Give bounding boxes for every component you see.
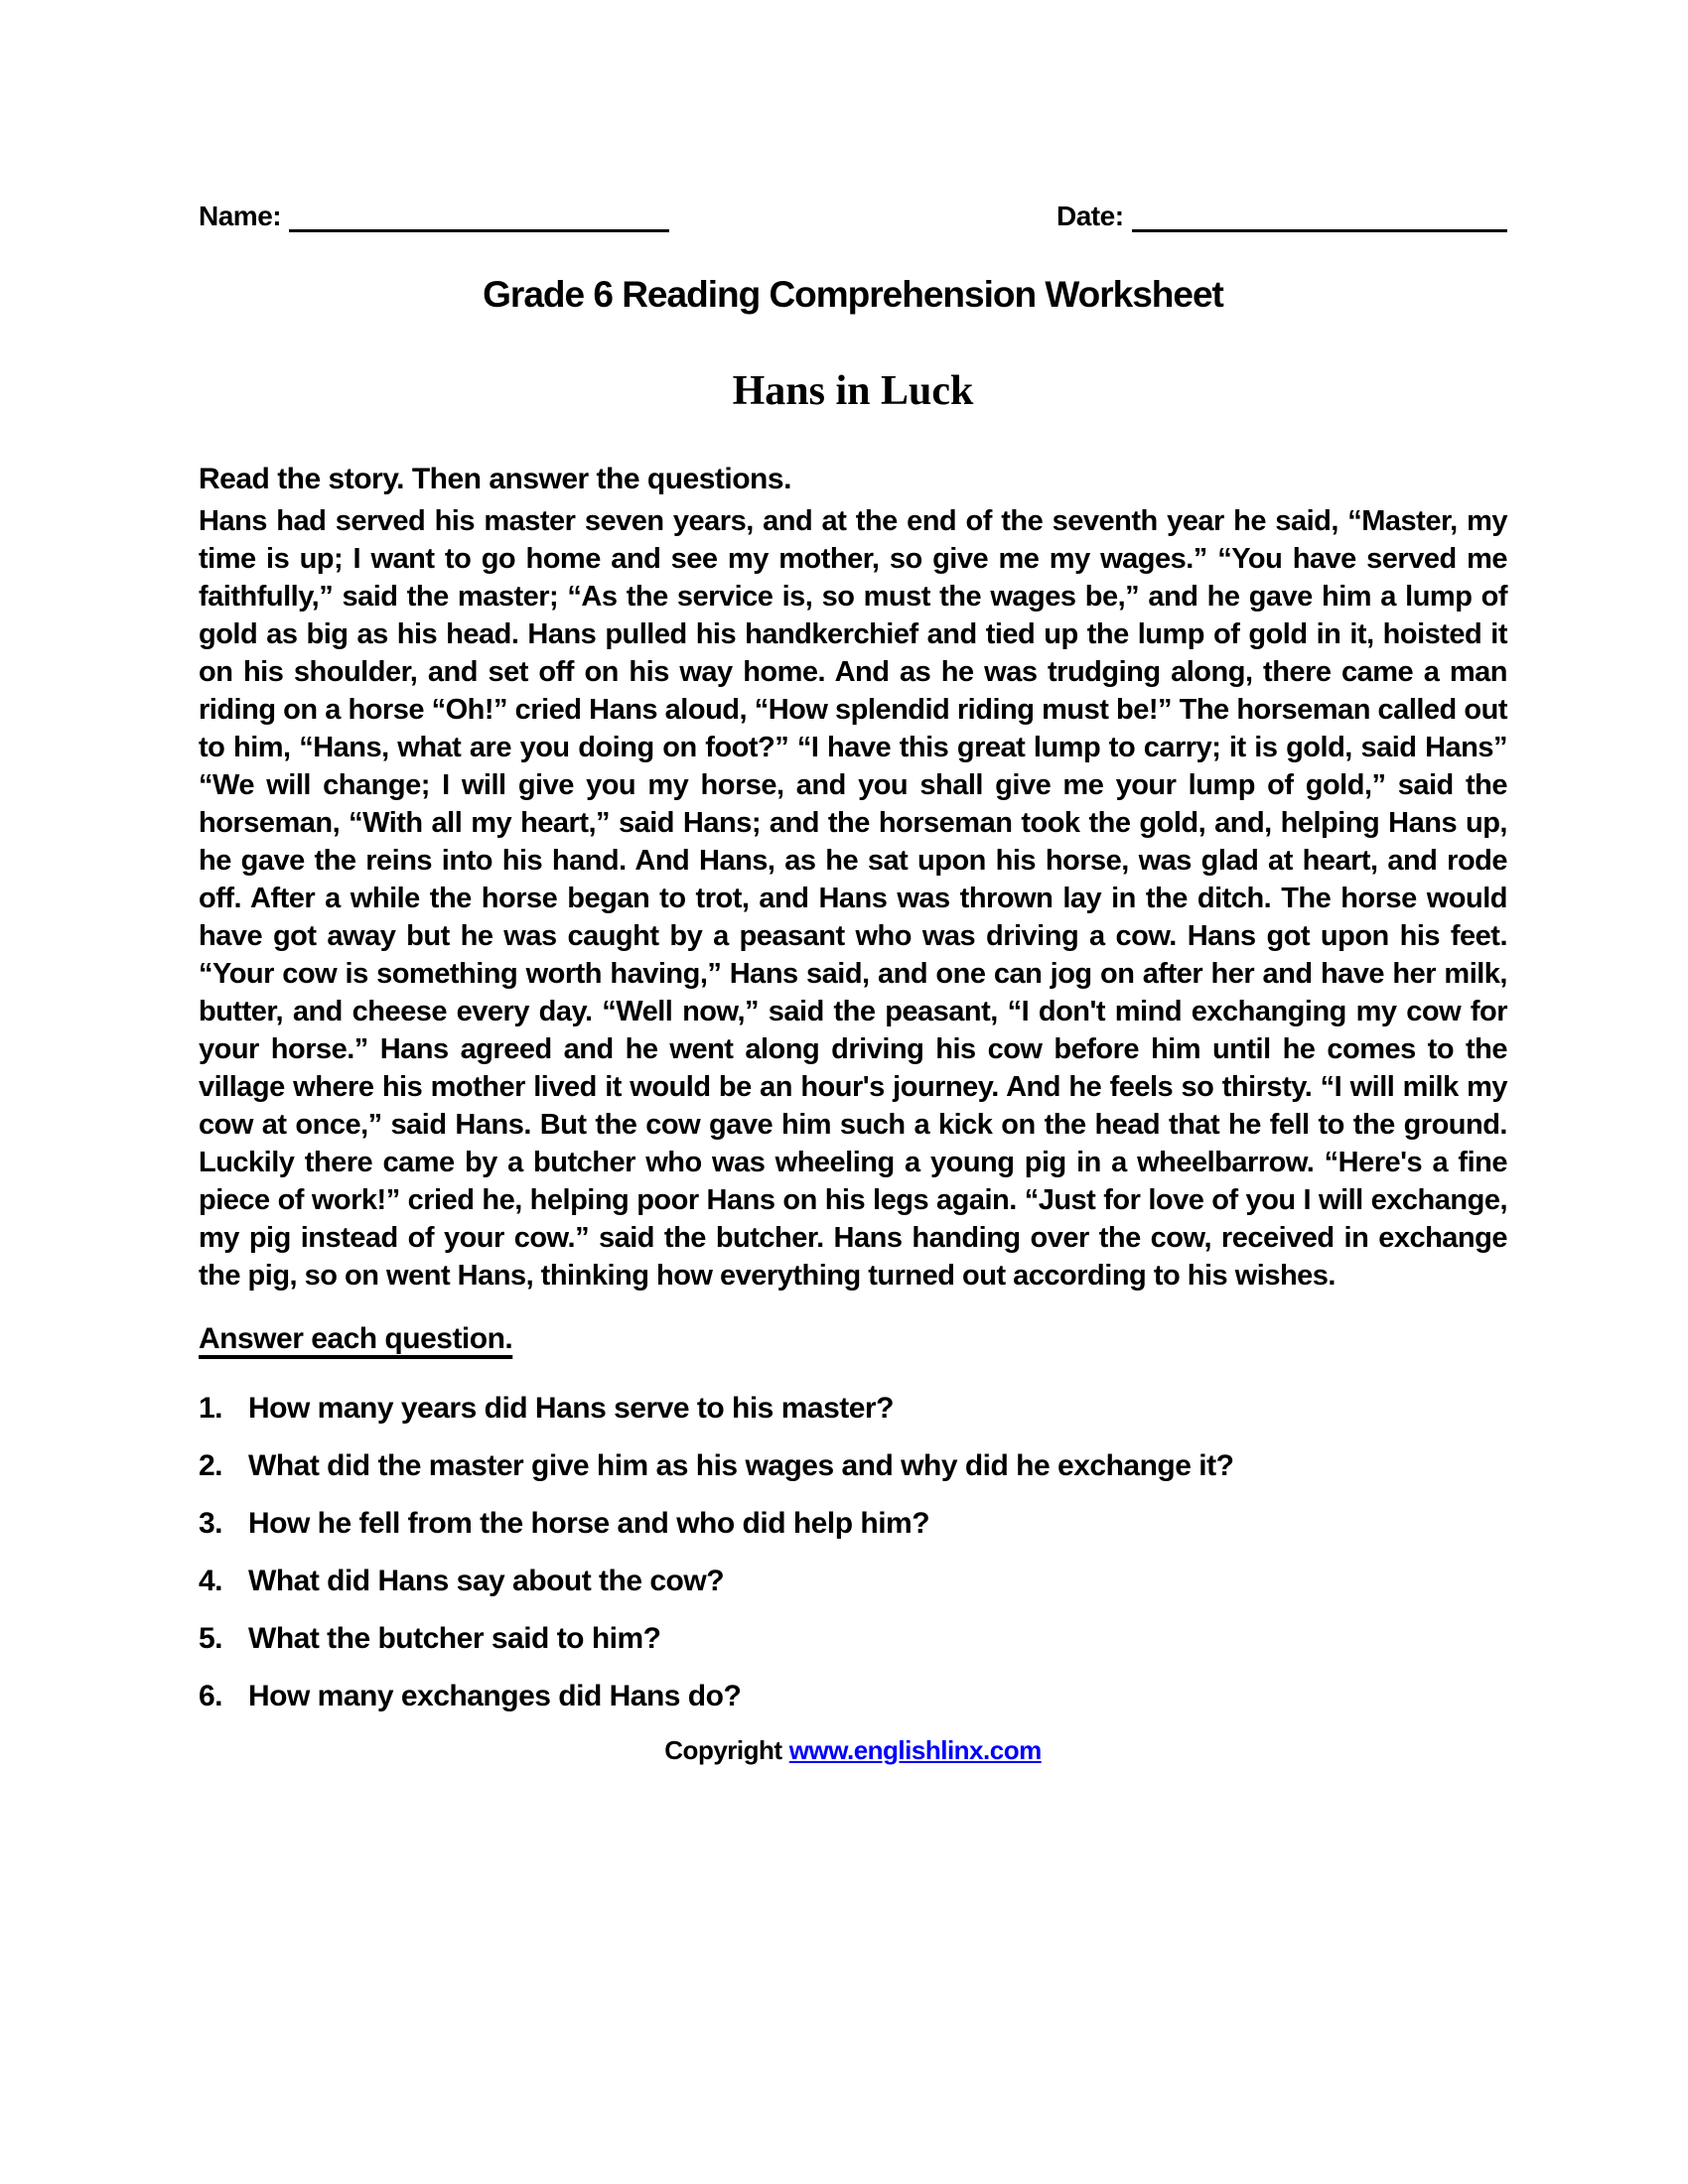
- question-text: How he fell from the horse and who did help him?: [248, 1507, 930, 1540]
- worksheet-title: Grade 6 Reading Comprehension Worksheet: [483, 274, 1223, 315]
- instructions-text: Read the story. Then answer the questions.: [199, 463, 791, 495]
- name-blank-line: [289, 199, 669, 232]
- question-item-6: [199, 1678, 1507, 1714]
- name-field: [199, 199, 669, 232]
- answer-heading: Answer each question.: [199, 1322, 513, 1355]
- question-text: What did the master give him as his wages and why did he exchange it?: [248, 1449, 1234, 1482]
- footer: [199, 1735, 1507, 1766]
- copyright-link[interactable]: www.englishlinx.com: [788, 1735, 1042, 1765]
- question-text: What did Hans say about the cow?: [248, 1565, 725, 1597]
- question-item-3: [199, 1505, 1507, 1542]
- question-text: How many exchanges did Hans do?: [248, 1680, 742, 1712]
- question-number: 1.: [199, 1392, 223, 1425]
- question-item-1: [199, 1390, 1507, 1427]
- copyright-label: Copyright: [664, 1735, 782, 1765]
- question-number: 4.: [199, 1565, 223, 1597]
- question-item-5: [199, 1620, 1507, 1657]
- question-item-2: [199, 1447, 1507, 1484]
- date-blank-line: [1132, 199, 1507, 232]
- name-label: Name:: [199, 201, 282, 231]
- question-number: 5.: [199, 1622, 223, 1655]
- question-number: 3.: [199, 1507, 223, 1540]
- date-field: [1056, 199, 1507, 232]
- question-text: How many years did Hans serve to his master?: [248, 1392, 894, 1425]
- question-text: What the butcher said to him?: [248, 1622, 661, 1655]
- date-label: Date:: [1056, 201, 1124, 231]
- question-number: 6.: [199, 1680, 223, 1712]
- questions-list: [199, 1390, 1507, 1714]
- story-title: Hans in Luck: [732, 368, 974, 414]
- story-paragraph: Hans had served his master seven years, and at the end of the seventh year he said, “Master, my time is up; I want to go home and see my mother, so give me my wages.” “You have served me faithfully,” said the master; “As the service is, so must the wages be,” and he gave him a lump of gold as big as his head. Hans pulled his handkerchief and tied up the lump of gold in it, hoisted it on his shoulder, and set off on his way home. And as he was trudging along, there came a man riding on a horse “Oh!” cried Hans aloud, “How splendid riding must be!” The horseman called out to him, “Hans, what are you doing on foot?” “I have this great lump to carry; it is gold, said Hans” “We will change; I will give you my horse, and you shall give me your lump of gold,” said the horseman, “With all my heart,” said Hans; and the horseman took the gold, and, helping Hans up, he gave the reins into his hand. And Hans, as he sat upon his horse, was glad at heart, and rode off. After a while the horse began to trot, and Hans was thrown lay in the ditch. The horse would have got away but he was caught by a peasant who was driving a cow. Hans got upon his feet. “Your cow is something worth having,” Hans said, and one can jog on after her and have her milk, butter, and cheese every day. “Well now,” said the peasant, “I don't mind exchanging my cow for your horse.” Hans agreed and he went along driving his cow before him until he comes to the village where his mother lived it would be an hour's journey. And he feels so thirsty. “I will milk my cow at once,” said Hans. But the cow gave him such a kick on the head that he fell to the ground. Luckily there came by a butcher who was wheeling a young pig in a wheelbarrow. “Here's a fine piece of work!” cried he, helping poor Hans on his legs again. “Just for love of you I will exchange, my pig instead of your cow.” said the butcher. Hans handing over the cow, received in exchange the pig, so on went Hans, thinking how everything turned out according to his wishes.: [199, 505, 1507, 1292]
- header-row: [199, 199, 1507, 232]
- question-number: 2.: [199, 1449, 223, 1482]
- question-item-4: [199, 1563, 1507, 1599]
